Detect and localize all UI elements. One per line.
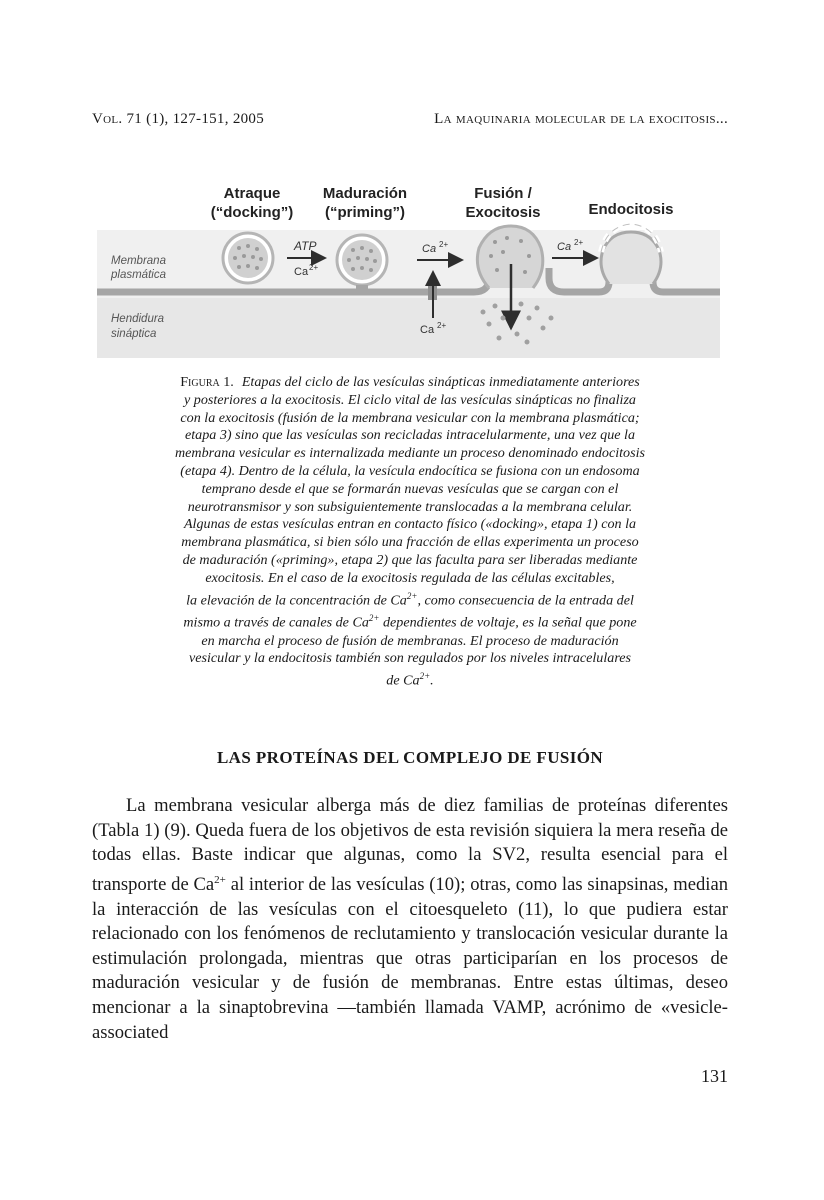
stage-priming-title: Maduración <box>322 185 408 202</box>
caption-line: de maduración («priming», etapa 2) que las faculta para ser liberadas mediante <box>182 551 638 568</box>
page-number: 131 <box>701 1066 728 1086</box>
running-head <box>92 111 728 131</box>
label-ca-arrow3-sup: 2+ <box>574 238 584 247</box>
caption-line: etapa 3) sino que las vesículas son recicladas intracelularmente, una vez que la <box>184 427 635 444</box>
synaptic-cleft-region <box>97 298 720 358</box>
label-hendidura: Hendidura <box>111 313 165 325</box>
figure-label: Figura 1. <box>180 374 234 390</box>
label-ca-arrow1-sup: 2+ <box>309 263 319 272</box>
label-ca-arrow3: Ca <box>557 241 572 253</box>
caption-line: Figura 1. Etapas del ciclo de las vesículas sinápticas inmediatamente anteriores <box>180 374 640 390</box>
stage-priming-subtitle: (“priming”) <box>325 204 405 221</box>
running-head-left: Vol. 71 (1), 127-151, 2005 <box>92 111 265 127</box>
running-head-right: La maquinaria molecular de la exocitosis... <box>434 111 728 127</box>
caption-line: (etapa 4). Dentro de la célula, la vesícula endocítica se fusiona con un endosoma <box>180 462 640 479</box>
stage-fusion-subtitle: Exocitosis <box>465 204 541 221</box>
stage-docking-title: Atraque <box>223 185 281 202</box>
caption-line: y posteriores a la exocitosis. El ciclo vital de las vesículas sinápticas no finaliza <box>184 391 636 408</box>
label-plasmatica: plasmática <box>111 269 166 281</box>
snare-complex <box>356 285 368 292</box>
caption-line: membrana plasmática, si bien sólo una fracción de ellas experimenta un proceso <box>181 534 639 551</box>
caption-line: con la exocitosis (fusión de la membrana vesicular con la membrana plasmática; <box>180 409 640 426</box>
paragraph: La membrana vesicular alberga más de diez familias de proteínas diferentes (Tabla 1) (9). Queda fuera de los objetivos de esta revisión siquiera la mera reseña de todas ellas. Baste indicar que algunas, como la SV2, resulta esencial para el transporte de $Ca^{2+}$ al interior de las vesículas (10); otras, como las sinapsinas, median la interacción de las vesículas con el citoesqueleto (11), lo que pudiera estar relacionado con los fenómenos de reclutamiento y translocación vesicular durante la estimulación prolongada, mientras que otras participarían en los procesos de maduración vesicular y de fusión de membranas. Entre estas últimas, deseo mencionar a la sinaptobrevina —también llamada VAMP, acrónimo de «vesicle-associated <box>92 795 728 1043</box>
figure-synaptic-vesicle-cycle <box>97 178 720 358</box>
label-sinaptica: sináptica <box>111 328 157 340</box>
caption-line: mismo a través de canales de $Ca^{2+}$ dependientes de voltaje, es la señal que pone <box>183 613 637 631</box>
stage-docking-subtitle: (“docking”) <box>210 204 294 221</box>
label-ca-arrow2: Ca <box>422 243 437 255</box>
figure-caption <box>92 374 728 691</box>
caption-line: membrana vesicular es internalizada mediante un proceso denominado endocitosis <box>175 445 645 462</box>
caption-line: vesicular y la endocitosis también son regulados por los niveles intracelulares <box>188 650 632 667</box>
caption-line: exocitosis. En el caso de la exocitosis regulada de las células excitables, <box>205 569 615 586</box>
stage-fusion-title: Fusión / <box>474 185 532 202</box>
figure-diagram <box>97 178 720 358</box>
caption-line: neurotransmisor y son subsiguientemente translocadas a la membrana celular. <box>187 498 633 515</box>
section-title: LAS PROTEÍNAS DEL COMPLEJO DE FUSIÓN <box>216 748 604 767</box>
vesicle-docking <box>223 233 273 283</box>
caption-line: de $Ca^{2+}$. <box>386 671 434 689</box>
caption-line: en marcha el proceso de fusión de membranas. El proceso de maduración <box>201 632 619 649</box>
label-ca-arrow2-sup: 2+ <box>439 240 449 249</box>
label-ca-entry: Ca <box>420 324 435 336</box>
label-ca-arrow1: Ca <box>294 266 309 278</box>
body-text <box>92 794 728 1045</box>
caption-line: temprano desde el que se formarán nuevas vesículas que se cargan con el <box>201 480 619 497</box>
label-atp: ATP <box>294 239 317 253</box>
label-membrana: Membrana <box>111 255 166 267</box>
caption-line: Algunas de estas vesículas entran en contacto físico («docking», etapa 1) con la <box>183 516 637 533</box>
stage-endocytosis-title: Endocitosis <box>588 201 674 218</box>
label-ca-entry-sup: 2+ <box>437 321 447 330</box>
caption-line: la elevación de la concentración de $Ca^{2+}$, como consecuencia de la entrada del <box>186 590 634 609</box>
vesicle-priming <box>337 235 387 285</box>
